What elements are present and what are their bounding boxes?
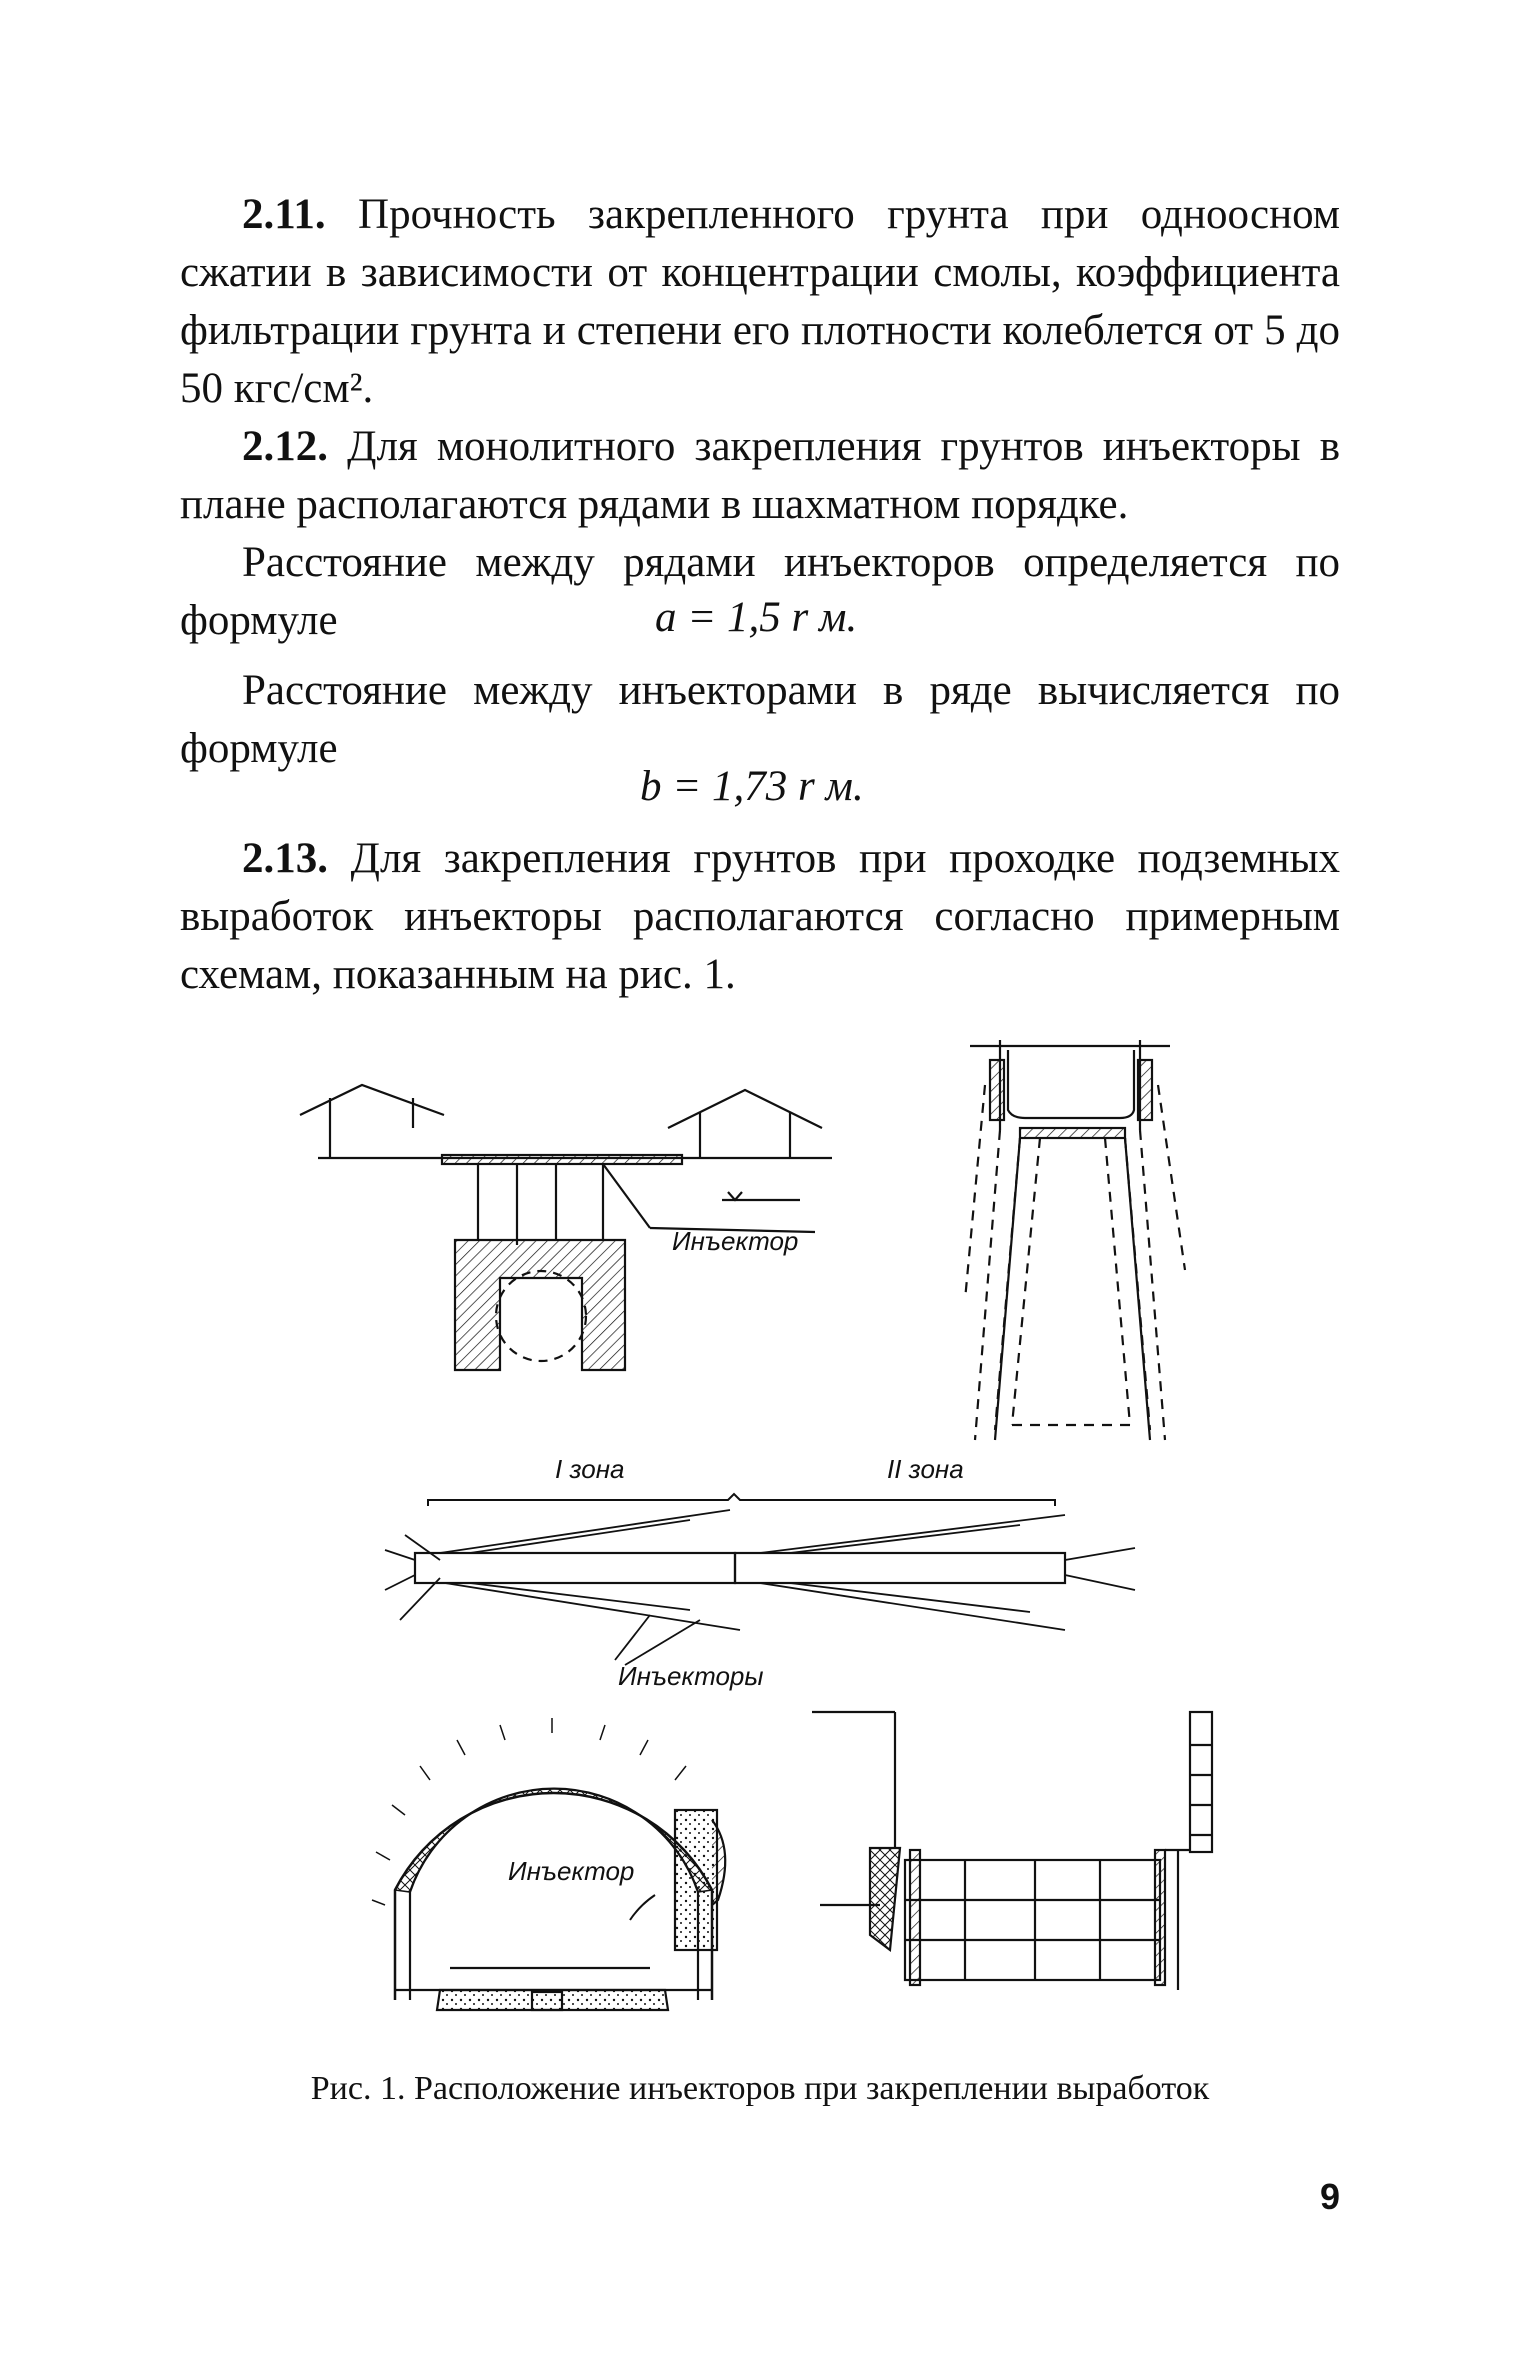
label-injector-tunnel: Инъектор [508,1856,635,1886]
formula-a: a = 1,5 r м. [655,594,858,641]
label-zone-2: II зона [887,1454,964,1484]
paragraph-rows-distance: Расстояние между рядами инъекторов определяется по формуле [180,539,1340,644]
figure-caption: Рис. 1. Расположение инъекторов при закреплении выработок [310,2070,1210,2107]
section-number: 2.11. [242,191,326,238]
scheme-zones [385,1454,1135,1691]
page-number: 9 [1319,2176,1340,2217]
scheme-houses-tunnel [300,1085,832,1370]
scheme-shaft [965,1040,1185,1440]
section-number: 2.12. [242,423,328,470]
section-number: 2.13. [242,835,328,882]
scheme-retaining [812,1712,1212,1990]
label-injector: Инъектор [672,1226,799,1256]
paragraph-text: Для закрепления грунтов при проходке подземных выработок инъекторы располагаются согласно примерным схемам, показанным на рис. 1. [180,835,1340,998]
paragraph-inrow-distance: Расстояние между инъекторами в ряде вычисляется по формуле [180,667,1340,772]
paragraph-text: Прочность закрепленного грунта при одноосном сжатии в зависимости от концентрации смолы, коэффициента фильтрации грунта и степени его плотности колеблется от 5 до 50 кгс/см². [180,191,1341,412]
scheme-tunnel-section [372,1718,725,2010]
formula-b: b = 1,73 r м. [640,763,864,810]
label-zone-1: I зона [555,1454,625,1484]
paragraph-text: Для монолитного закрепления грунтов инъекторы в плане располагаются рядами в шахматном порядке. [180,423,1340,528]
label-injectors: Инъекторы [618,1661,764,1691]
